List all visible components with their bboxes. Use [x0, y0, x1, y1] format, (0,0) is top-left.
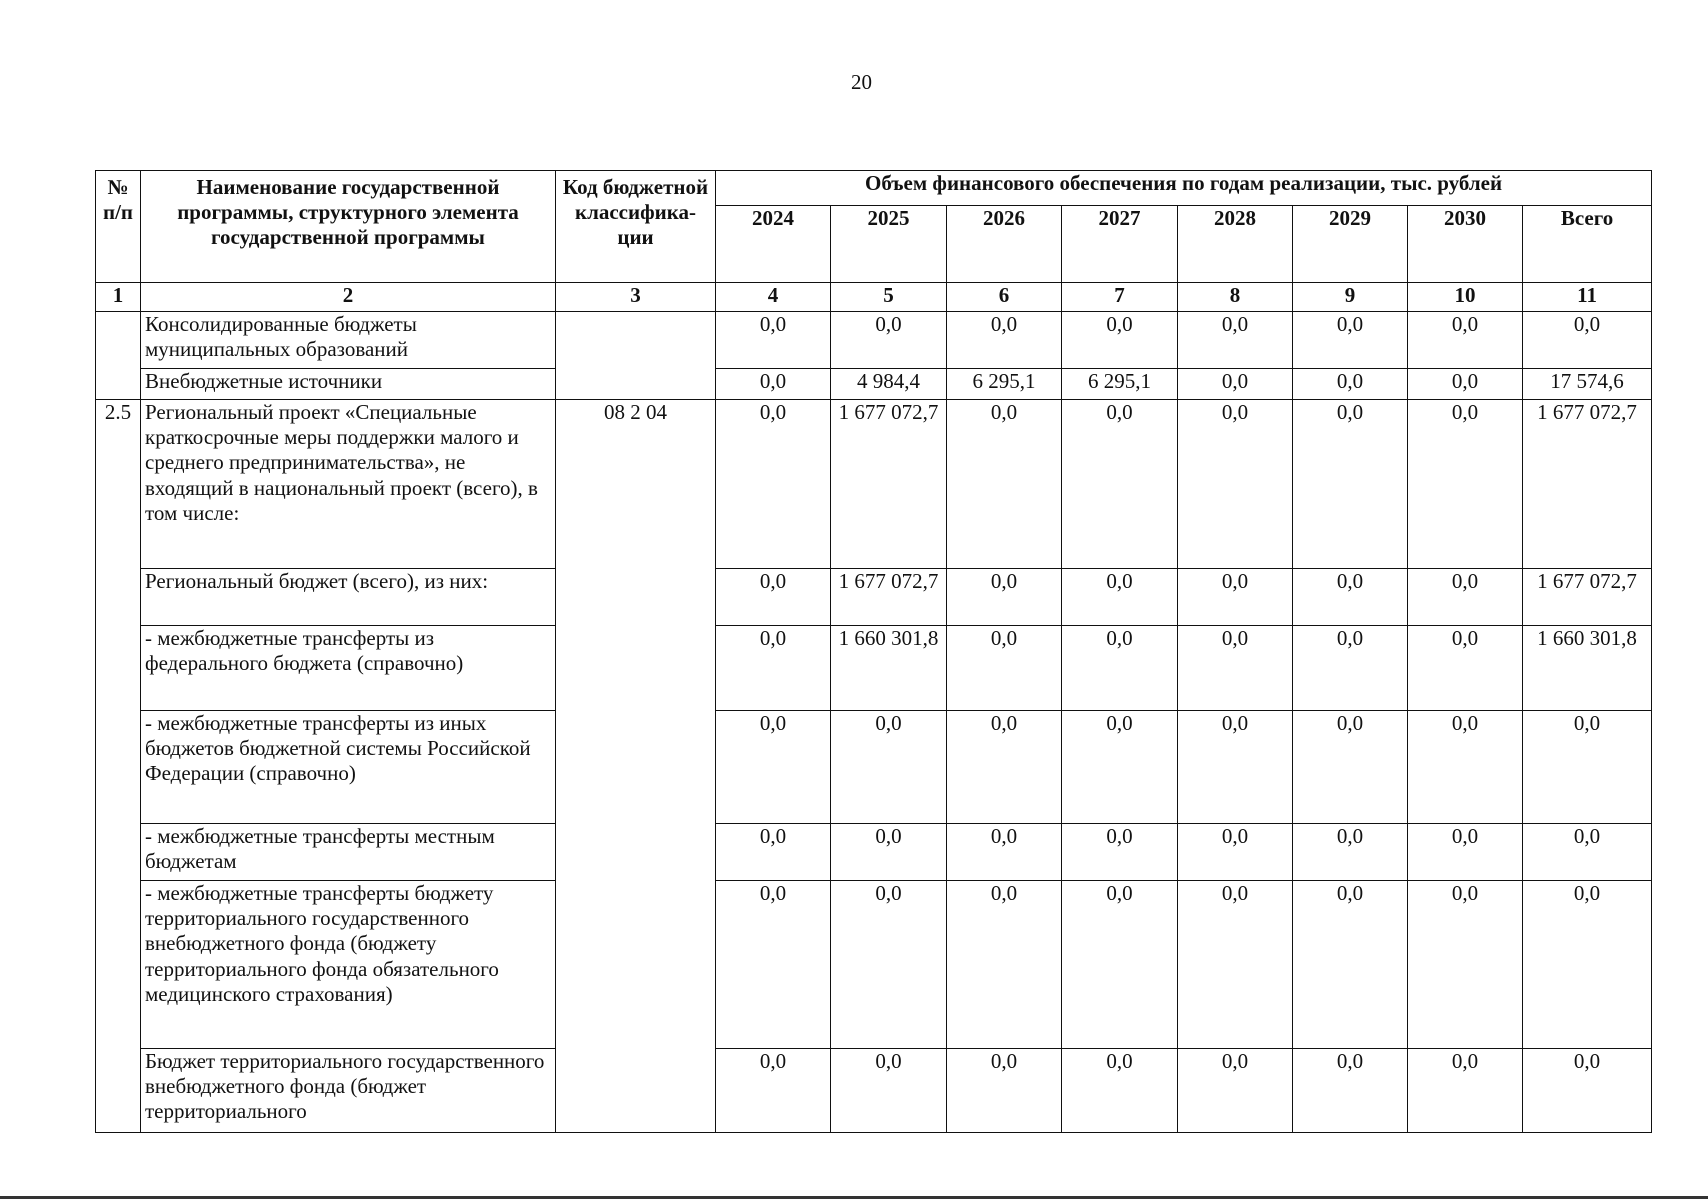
row-name: - межбюджетные трансферты местным бюджетам	[141, 824, 556, 881]
column-number: 3	[556, 283, 716, 312]
value-cell: 0,0	[1523, 1049, 1652, 1133]
row-name: Бюджет территориального государственного внебюджетного фонда (бюджет территориального	[141, 1049, 556, 1133]
value-cell: 1 677 072,7	[831, 400, 947, 569]
column-number: 7	[1062, 283, 1178, 312]
value-cell: 0,0	[1523, 711, 1652, 824]
column-number: 8	[1178, 283, 1293, 312]
value-cell: 0,0	[947, 881, 1062, 1049]
value-cell: 0,0	[831, 711, 947, 824]
value-cell: 0,0	[1523, 824, 1652, 881]
value-cell: 0,0	[1408, 711, 1523, 824]
row-name: Региональный проект «Специальные краткосрочные меры поддержки малого и среднего предпринимательства», не входящий в национальный проект (всего), в том числе:	[141, 400, 556, 569]
value-cell: 0,0	[1062, 824, 1178, 881]
header-total: Всего	[1523, 206, 1652, 283]
value-cell: 0,0	[716, 626, 831, 711]
value-cell: 0,0	[1178, 1049, 1293, 1133]
row-code	[556, 312, 716, 400]
header-year: 2025	[831, 206, 947, 283]
row-code: 08 2 04	[556, 400, 716, 1133]
value-cell: 0,0	[947, 626, 1062, 711]
value-cell: 0,0	[1178, 711, 1293, 824]
value-cell: 0,0	[947, 569, 1062, 626]
table-row	[96, 626, 1652, 711]
header-year: 2028	[1178, 206, 1293, 283]
value-cell: 0,0	[1293, 400, 1408, 569]
header-year: 2029	[1293, 206, 1408, 283]
column-number: 2	[141, 283, 556, 312]
row-name: - межбюджетные трансферты из федерального бюджета (справочно)	[141, 626, 556, 711]
value-cell: 0,0	[1293, 626, 1408, 711]
value-cell: 0,0	[831, 1049, 947, 1133]
header-year: 2030	[1408, 206, 1523, 283]
value-cell: 6 295,1	[947, 369, 1062, 400]
header-name: Наименование государственной программы, структурного элемента государственной программы	[141, 171, 556, 283]
value-cell: 6 295,1	[1062, 369, 1178, 400]
value-cell: 0,0	[716, 400, 831, 569]
value-cell: 0,0	[716, 711, 831, 824]
column-number: 6	[947, 283, 1062, 312]
value-cell: 0,0	[1062, 569, 1178, 626]
value-cell: 0,0	[1523, 312, 1652, 369]
value-cell: 0,0	[1178, 881, 1293, 1049]
table-row	[96, 369, 1652, 400]
column-number: 9	[1293, 283, 1408, 312]
column-number: 1	[96, 283, 141, 312]
value-cell: 0,0	[716, 1049, 831, 1133]
value-cell: 0,0	[1408, 881, 1523, 1049]
value-cell: 0,0	[1062, 1049, 1178, 1133]
value-cell: 17 574,6	[1523, 369, 1652, 400]
value-cell: 0,0	[716, 569, 831, 626]
value-cell: 0,0	[716, 369, 831, 400]
row-number: 2.5	[96, 400, 141, 1133]
value-cell: 0,0	[716, 881, 831, 1049]
value-cell: 0,0	[1408, 569, 1523, 626]
row-name: - межбюджетные трансферты из иных бюджетов бюджетной системы Российской Федерации (справочно)	[141, 711, 556, 824]
value-cell: 0,0	[831, 312, 947, 369]
value-cell: 0,0	[1293, 312, 1408, 369]
value-cell: 0,0	[1178, 626, 1293, 711]
value-cell: 1 677 072,7	[1523, 569, 1652, 626]
row-name: Консолидированные бюджеты муниципальных образований	[141, 312, 556, 369]
table-row	[96, 569, 1652, 626]
value-cell: 0,0	[1293, 711, 1408, 824]
value-cell: 0,0	[1062, 400, 1178, 569]
value-cell: 0,0	[1408, 312, 1523, 369]
value-cell: 0,0	[831, 824, 947, 881]
value-cell: 4 984,4	[831, 369, 947, 400]
value-cell: 0,0	[1293, 881, 1408, 1049]
column-number: 4	[716, 283, 831, 312]
value-cell: 0,0	[831, 881, 947, 1049]
value-cell: 0,0	[947, 711, 1062, 824]
header-volume: Объем финансового обеспечения по годам реализации, тыс. рублей	[716, 171, 1652, 206]
table-row	[96, 312, 1652, 369]
value-cell: 0,0	[1062, 312, 1178, 369]
column-number: 11	[1523, 283, 1652, 312]
value-cell: 1 660 301,8	[1523, 626, 1652, 711]
table-row	[96, 400, 1652, 569]
value-cell: 0,0	[1408, 824, 1523, 881]
value-cell: 1 677 072,7	[1523, 400, 1652, 569]
value-cell: 0,0	[1062, 881, 1178, 1049]
header-year: 2024	[716, 206, 831, 283]
value-cell: 0,0	[947, 312, 1062, 369]
value-cell: 0,0	[1178, 369, 1293, 400]
value-cell: 0,0	[1062, 711, 1178, 824]
value-cell: 0,0	[1178, 312, 1293, 369]
value-cell: 0,0	[716, 824, 831, 881]
table-row	[96, 1049, 1652, 1133]
value-cell: 0,0	[1293, 569, 1408, 626]
header-year: 2027	[1062, 206, 1178, 283]
value-cell: 1 677 072,7	[831, 569, 947, 626]
row-name: Внебюджетные источники	[141, 369, 556, 400]
header-number: № п/п	[96, 171, 141, 283]
value-cell: 0,0	[1178, 569, 1293, 626]
value-cell: 0,0	[947, 1049, 1062, 1133]
column-number: 10	[1408, 283, 1523, 312]
value-cell: 1 660 301,8	[831, 626, 947, 711]
value-cell: 0,0	[1408, 1049, 1523, 1133]
column-number: 5	[831, 283, 947, 312]
value-cell: 0,0	[1523, 881, 1652, 1049]
row-number	[96, 312, 141, 400]
value-cell: 0,0	[947, 400, 1062, 569]
scan-edge-line	[0, 1196, 1708, 1199]
value-cell: 0,0	[716, 312, 831, 369]
page-number: 20	[851, 70, 872, 94]
header-code: Код бюджетной классифика-ции	[556, 171, 716, 283]
value-cell: 0,0	[1293, 1049, 1408, 1133]
table-row	[96, 881, 1652, 1049]
value-cell: 0,0	[1062, 626, 1178, 711]
table-row	[96, 824, 1652, 881]
value-cell: 0,0	[1293, 824, 1408, 881]
row-name: - межбюджетные трансферты бюджету территориального государственного внебюджетного фонда (бюджету территориального фонда обязательного медицинского страхования)	[141, 881, 556, 1049]
financing-table	[95, 170, 1652, 1133]
value-cell: 0,0	[947, 824, 1062, 881]
value-cell: 0,0	[1178, 824, 1293, 881]
value-cell: 0,0	[1293, 369, 1408, 400]
value-cell: 0,0	[1408, 626, 1523, 711]
value-cell: 0,0	[1178, 400, 1293, 569]
table-row	[96, 711, 1652, 824]
row-name: Региональный бюджет (всего), из них:	[141, 569, 556, 626]
header-year: 2026	[947, 206, 1062, 283]
value-cell: 0,0	[1408, 400, 1523, 569]
value-cell: 0,0	[1408, 369, 1523, 400]
